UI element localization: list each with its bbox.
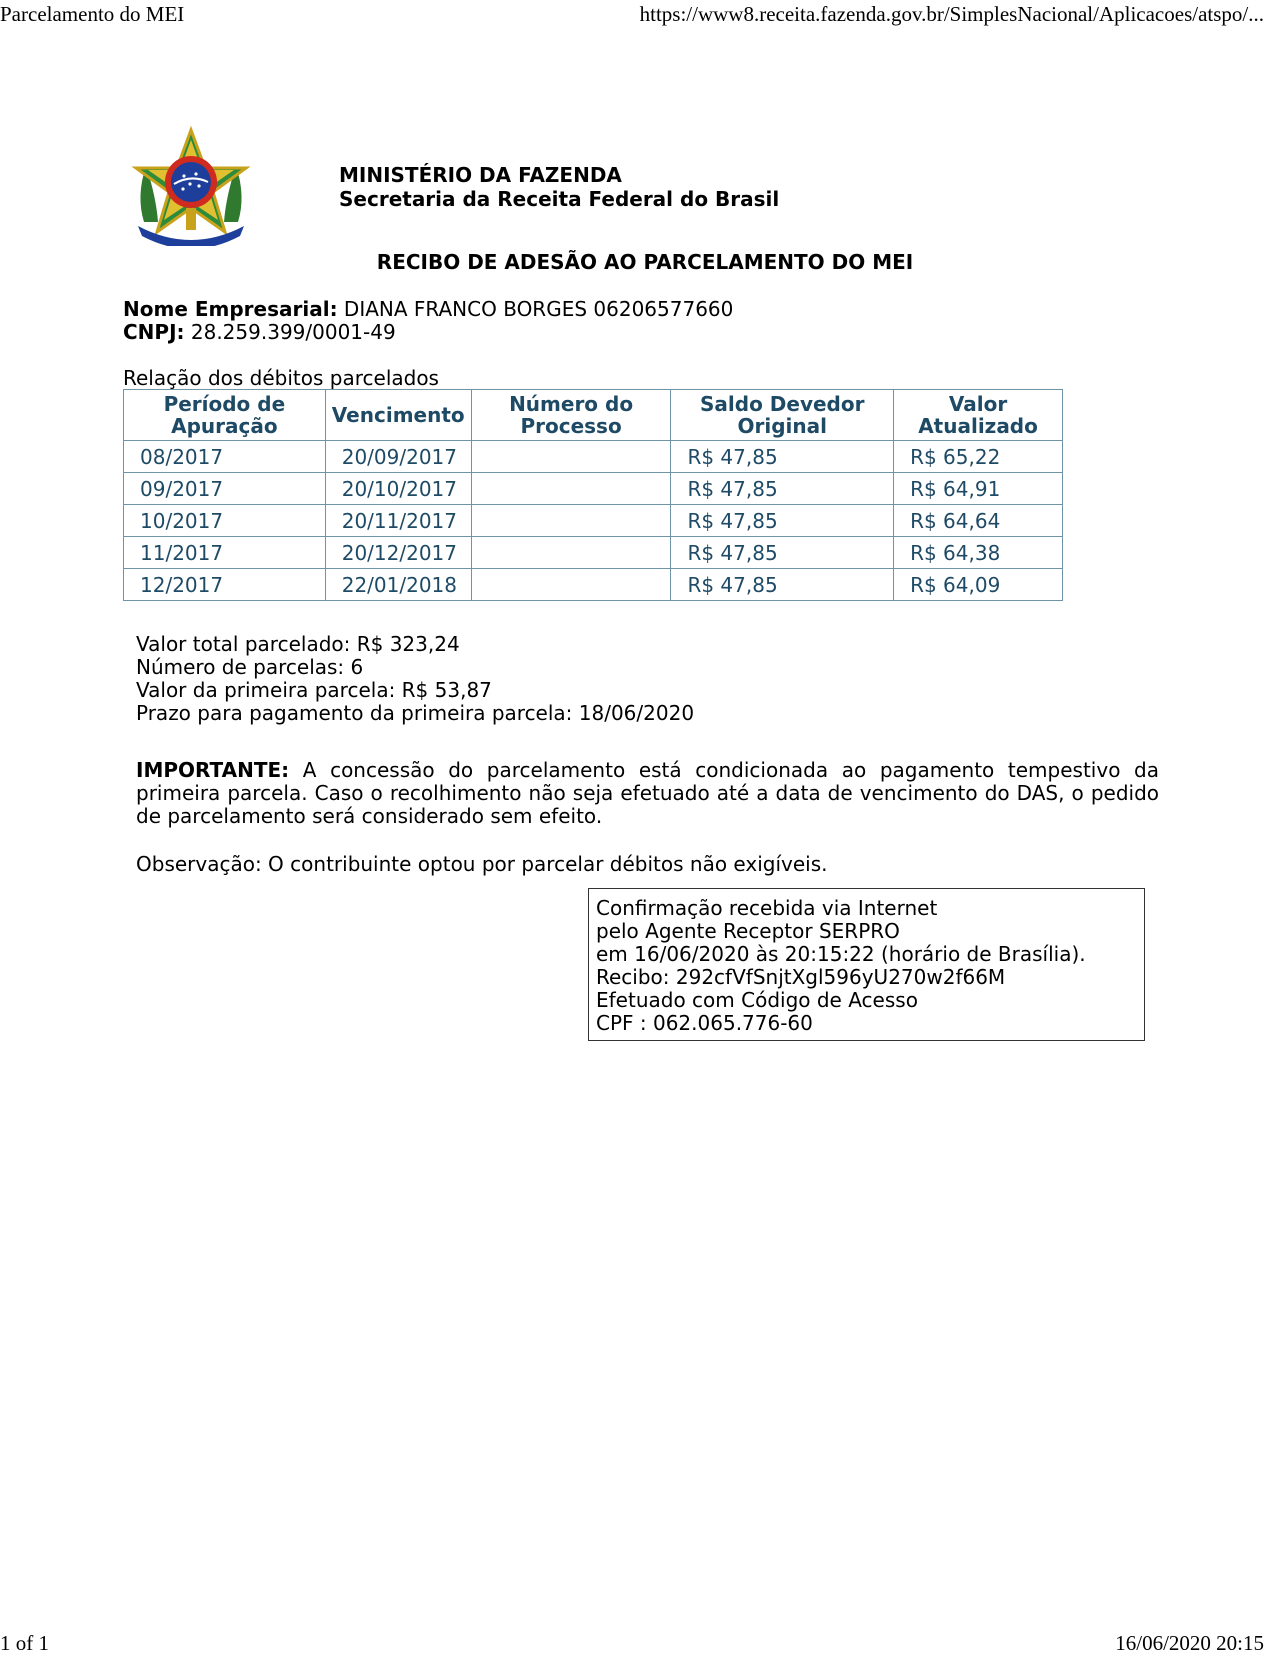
first-installment-deadline: Prazo para pagamento da primeira parcela: 18/06/2020 bbox=[136, 701, 695, 725]
print-footer-page: 1 of 1 bbox=[0, 1631, 49, 1655]
header-process-number: Número do Processo bbox=[471, 390, 671, 441]
document-title: RECIBO DE ADESÃO AO PARCELAMENTO DO MEI bbox=[376, 250, 914, 274]
confirmation-line: Confirmação recebida via Internet bbox=[596, 896, 938, 920]
cell-updated-value: R$ 65,22 bbox=[894, 441, 1063, 473]
first-installment-value: Valor da primeira parcela: R$ 53,87 bbox=[136, 678, 492, 702]
brazil-coat-of-arms-icon bbox=[128, 126, 254, 246]
cell-original-balance: R$ 47,85 bbox=[671, 505, 894, 537]
cell-original-balance: R$ 47,85 bbox=[671, 569, 894, 601]
print-header-title: Parcelamento do MEI bbox=[0, 2, 185, 26]
cell-updated-value: R$ 64,91 bbox=[894, 473, 1063, 505]
cell-original-balance: R$ 47,85 bbox=[671, 537, 894, 569]
cell-period: 12/2017 bbox=[124, 569, 326, 601]
cell-process-number bbox=[471, 569, 671, 601]
confirmation-box bbox=[588, 888, 1145, 1041]
installment-summary bbox=[136, 633, 694, 725]
cpf-value: CPF : 062.065.776-60 bbox=[596, 1011, 813, 1035]
header-period: Período de Apuração bbox=[124, 390, 326, 441]
table-row bbox=[124, 537, 1063, 569]
company-name-label: Nome Empresarial: bbox=[123, 297, 338, 321]
company-info bbox=[123, 298, 733, 344]
confirmation-line: Efetuado com Código de Acesso bbox=[596, 988, 918, 1012]
confirmation-line: em 16/06/2020 às 20:15:22 (horário de Brasília). bbox=[596, 942, 1086, 966]
important-label: IMPORTANTE: bbox=[136, 758, 290, 782]
table-row bbox=[124, 505, 1063, 537]
cnpj-label: CNPJ: bbox=[123, 320, 185, 344]
cell-original-balance: R$ 47,85 bbox=[671, 473, 894, 505]
cell-due-date: 20/10/2017 bbox=[325, 473, 471, 505]
debts-caption: Relação dos débitos parcelados bbox=[123, 366, 439, 390]
header-due-date: Vencimento bbox=[325, 390, 471, 441]
cnpj-value: 28.259.399/0001-49 bbox=[190, 320, 396, 344]
confirmation-line: pelo Agente Receptor SERPRO bbox=[596, 919, 900, 943]
print-header-url: https://www8.receita.fazenda.gov.br/SimplesNacional/Aplicacoes/atspo/... bbox=[639, 2, 1264, 26]
print-footer-datetime: 16/06/2020 20:15 bbox=[1115, 1631, 1264, 1655]
important-text: A concessão do parcelamento está condicionada ao pagamento tempestivo da primeira parcela. Caso o recolhimento não seja efetuado até a data de vencimento do DAS, o pedido de parcelamento será considerado sem efeito. bbox=[136, 758, 1160, 828]
cell-process-number bbox=[471, 505, 671, 537]
cell-updated-value: R$ 64,09 bbox=[894, 569, 1063, 601]
cell-process-number bbox=[471, 537, 671, 569]
total-installment-value: Valor total parcelado: R$ 323,24 bbox=[136, 632, 460, 656]
cell-updated-value: R$ 64,38 bbox=[894, 537, 1063, 569]
cell-due-date: 20/11/2017 bbox=[325, 505, 471, 537]
cell-due-date: 22/01/2018 bbox=[325, 569, 471, 601]
cell-period: 11/2017 bbox=[124, 537, 326, 569]
secretariat-name: Secretaria da Receita Federal do Brasil bbox=[339, 187, 780, 211]
cell-due-date: 20/09/2017 bbox=[325, 441, 471, 473]
installment-count: Número de parcelas: 6 bbox=[136, 655, 364, 679]
important-notice bbox=[136, 759, 1159, 828]
cell-period: 09/2017 bbox=[124, 473, 326, 505]
table-row bbox=[124, 473, 1063, 505]
observation-text: Observação: O contribuinte optou por parcelar débitos não exigíveis. bbox=[136, 852, 828, 876]
cell-due-date: 20/12/2017 bbox=[325, 537, 471, 569]
header-updated-value: Valor Atualizado bbox=[894, 390, 1063, 441]
cell-period: 08/2017 bbox=[124, 441, 326, 473]
cell-process-number bbox=[471, 441, 671, 473]
cell-period: 10/2017 bbox=[124, 505, 326, 537]
ministry-header bbox=[339, 163, 779, 211]
cell-process-number bbox=[471, 473, 671, 505]
ministry-name: MINISTÉRIO DA FAZENDA bbox=[339, 163, 622, 187]
receipt-code: Recibo: 292cfVfSnjtXgl596yU270w2f66M bbox=[596, 965, 1006, 989]
cell-original-balance: R$ 47,85 bbox=[671, 441, 894, 473]
header-original-balance: Saldo Devedor Original bbox=[671, 390, 894, 441]
table-row bbox=[124, 441, 1063, 473]
company-name: DIANA FRANCO BORGES 06206577660 bbox=[343, 297, 734, 321]
cell-updated-value: R$ 64,64 bbox=[894, 505, 1063, 537]
table-row bbox=[124, 569, 1063, 601]
debts-table bbox=[123, 389, 1063, 601]
